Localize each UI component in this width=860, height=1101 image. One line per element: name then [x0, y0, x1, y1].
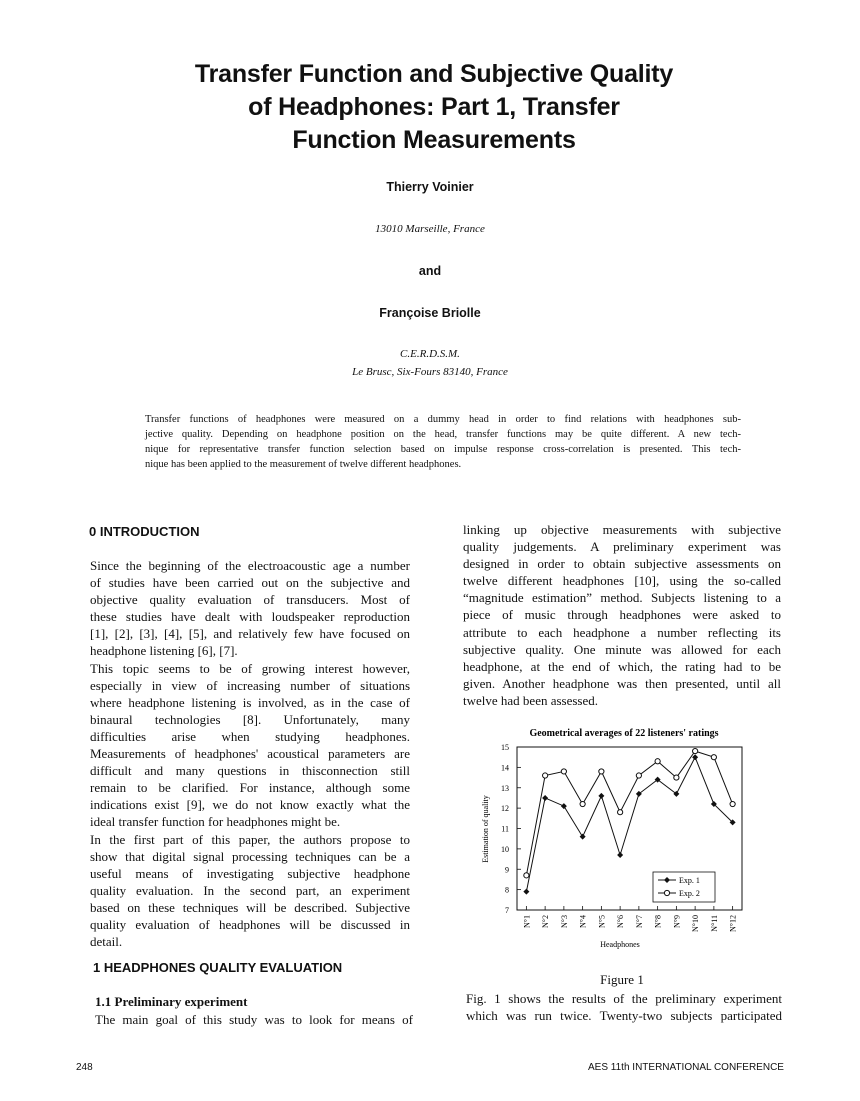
x-tick-label: N°3: [559, 915, 569, 928]
data-point: [580, 801, 585, 806]
author-affiliation: Le Brusc, Six-Fours 83140, France: [352, 366, 508, 378]
text-line: “magnitude estimation” method. Subjects listening to a: [463, 590, 781, 606]
y-tick-label: 10: [501, 844, 509, 854]
abstract: [145, 412, 741, 472]
data-point: [523, 889, 529, 895]
text-line: based on these techniques will be described. Subjective: [90, 899, 410, 915]
data-point: [617, 852, 623, 858]
data-point: [561, 803, 567, 809]
abstract-line: jective quality. Depending on headphone position on the head, transfer functions may be quite different. A new tech-: [145, 429, 741, 440]
text-line: [1], [2], [3], [4], [5], and relatively few have focused on: [90, 626, 410, 642]
x-tick-label: N°11: [709, 915, 719, 932]
text-line: This topic seems to be of growing interest however,: [90, 660, 410, 676]
paper-title: [100, 58, 768, 157]
data-point: [693, 748, 698, 753]
text-line: subjective quality. One minute was allowed for each: [463, 641, 781, 657]
legend-label-exp1: Exp. 1: [679, 876, 700, 885]
right-column-text: [463, 521, 781, 709]
x-tick-label: N°8: [653, 915, 663, 928]
y-tick-label: 8: [505, 885, 509, 895]
data-point: [730, 801, 735, 806]
text-line: difficulties arise when studying headphones.: [90, 728, 410, 744]
x-tick-label: N°7: [634, 915, 644, 928]
text-line: Since the beginning of the electroacoustic age a number: [90, 558, 410, 573]
series-line-2: [526, 751, 732, 875]
legend-marker-exp2: [664, 890, 669, 895]
chart-title: Geometrical averages of 22 listeners' ratings: [529, 728, 719, 739]
abstract-line: nique for representative transfer function selection based on impulse response cross-correlation is presented. This tech-: [145, 444, 741, 455]
data-point: [711, 755, 716, 760]
data-point: [543, 773, 548, 778]
title-line: Transfer Function and Subjective Quality: [194, 60, 674, 88]
text-line: linking up objective measurements with subjective: [463, 522, 781, 537]
text-line: In the first part of this paper, the authors propose to: [90, 831, 410, 847]
text-line: Measurements of headphones' acoustical parameters are: [90, 746, 410, 762]
text-line: designed in order to obtain subjective assessments on: [463, 556, 781, 572]
text-line: The main goal of this study was to look for means of: [95, 1012, 413, 1027]
section-heading: 0 INTRODUCTION: [89, 524, 200, 539]
y-tick-label: 12: [501, 804, 509, 814]
text-line: remain to be clarified. For instance, although some: [90, 780, 410, 796]
text-line: useful means of investigating subjective headphone: [90, 865, 410, 881]
y-tick-label: 11: [501, 824, 509, 834]
title-line: of Headphones: Part 1, Transfer: [248, 93, 620, 121]
y-tick-label: 9: [505, 865, 509, 875]
text-line: given. Another headphone was then presented, until all: [463, 675, 781, 691]
text-line: piece of music through headphones were asked to: [463, 607, 781, 623]
section-heading: 1 HEADPHONES QUALITY EVALUATION: [93, 960, 343, 975]
x-axis-label: Headphones: [600, 940, 640, 949]
abstract-line: nique has been applied to the measurement of twelve different headphones.: [145, 459, 462, 470]
text-line: difficult and many questions in thisconnection still: [90, 763, 410, 779]
text-line: attribute to each headphone a number reflecting its: [463, 624, 781, 640]
data-point: [692, 754, 698, 760]
data-point: [561, 769, 566, 774]
text-line: which was run twice. Twenty-two subjects participated: [466, 1008, 782, 1024]
author-name: Thierry Voinier: [386, 180, 474, 194]
y-tick-label: 14: [501, 763, 509, 773]
after-figure-text: [466, 990, 782, 1024]
text-line: headphone listening [6], [7].: [90, 643, 238, 659]
text-line: ideal transfer function for headphones might be.: [90, 814, 341, 830]
data-point: [542, 795, 548, 801]
text-line: twelve different headphones [10], using the so-called: [463, 573, 781, 589]
x-tick-label: N°1: [522, 915, 532, 928]
text-line: binaural technologies [8]. Unfortunately, many: [90, 711, 410, 727]
x-tick-label: N°4: [578, 915, 588, 928]
subsection-heading: 1.1 Preliminary experiment: [95, 994, 248, 1009]
y-tick-label: 15: [501, 743, 509, 752]
text-line: where headphone listening is involved, as in the case of: [90, 694, 410, 710]
abstract-line: Transfer functions of headphones were measured on a dummy head in order to find relations with headphones sub-: [145, 414, 741, 425]
data-point: [674, 775, 679, 780]
text-line: quality evaluation of headphones will be discussed in: [90, 916, 410, 932]
data-point: [524, 873, 529, 878]
legend-label-exp2: Exp. 2: [679, 889, 700, 898]
data-point: [618, 810, 623, 815]
text-line: these studies have dealt with loudspeaker reproduction: [90, 609, 410, 625]
text-line: especially in view of increasing number of situations: [90, 677, 410, 693]
text-line: show that digital signal processing techniques can be a: [90, 848, 410, 864]
y-tick-label: 7: [505, 906, 509, 915]
conference-name: AES 11th INTERNATIONAL CONFERENCE: [588, 1062, 784, 1073]
title-line: Function Measurements: [292, 126, 576, 154]
x-tick-label: N°5: [597, 915, 607, 928]
text-line: Fig. 1 shows the results of the preliminary experiment: [466, 991, 782, 1006]
text-line: of studies have been carried out on the subjective and: [90, 575, 410, 591]
y-axis-label: Estimation of quality: [481, 795, 490, 863]
figure-caption: Figure 1: [600, 972, 644, 987]
data-point: [655, 759, 660, 764]
text-line: quality judgements. A preliminary experiment was: [463, 539, 781, 555]
text-line: indications exist [9], we do not know exactly what the: [90, 797, 410, 813]
page-number: 248: [76, 1062, 93, 1073]
x-tick-label: N°2: [541, 915, 551, 928]
x-tick-label: N°10: [691, 915, 701, 932]
text-line: detail.: [90, 934, 123, 950]
text-line: quality evaluation. In the second part, an experiment: [90, 882, 410, 898]
text-line: headphone, at the end of which, the rating had to be: [463, 658, 781, 674]
section1-text: [95, 1011, 413, 1028]
intro-text: [90, 557, 410, 950]
data-point: [580, 834, 586, 840]
data-point: [636, 773, 641, 778]
text-line: twelve had been assessed.: [463, 692, 599, 708]
text-line: objective quality evaluation of transducers. Most of: [90, 592, 410, 608]
figure-1-chart: [470, 722, 760, 957]
author-affiliation: C.E.R.D.S.M.: [400, 348, 460, 360]
x-tick-label: N°9: [672, 915, 682, 928]
data-point: [598, 793, 604, 799]
y-tick-label: 13: [501, 783, 509, 793]
legend: [653, 872, 715, 902]
x-tick-label: N°6: [616, 915, 626, 928]
author-name: Françoise Briolle: [379, 306, 481, 320]
series-line-1: [526, 757, 732, 892]
data-point: [599, 769, 604, 774]
author-affiliation: 13010 Marseille, France: [375, 223, 485, 235]
x-tick-label: N°12: [728, 915, 738, 932]
author-conjunction: and: [418, 264, 442, 278]
